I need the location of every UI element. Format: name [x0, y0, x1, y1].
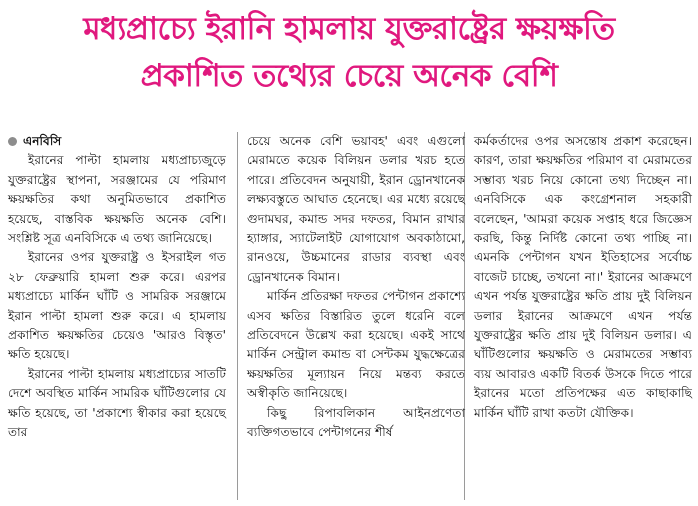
- paragraph: ইরানের পাল্টা হামলায় মধ্যপ্রাচ্যের সাতটি দেশে অবস্থিত মার্কিন সামরিক ঘাঁটিগুলোর যে ক্ষতি হয়েছে, তা 'প্রকাশ্যে স্বীকার করা হয়েছে তার: [8, 366, 226, 440]
- paragraph: কিছু রিপাবলিকান আইনপ্রণেতা ব্যক্তিগতভাবে পেন্টাগনের শীর্ষ: [247, 405, 465, 440]
- article-column-3: [474, 132, 692, 423]
- headline: [0, 6, 698, 100]
- paragraph: চেয়ে অনেক বেশি ভয়াবহ' এবং এগুলো মেরামতে কয়েক বিলিয়ন ডলার খরচ হতে পারে। প্রতিবেদন অনুযায়ী, ইরান ড্রোনখানেক লক্ষ্যবস্তুতে আঘাত হেনেছে। এর মধ্যে রয়েছে গুদামঘর, কমান্ড সদর দফতর, বিমান রাখার হ্যাঙ্গার, স্যাটেলাইট যোগাযোগ অবকাঠামো, রানওয়ে, উচ্চমানের রাডার ব্যবস্থা এবং ড্রোনখানেক বিমান।: [247, 134, 465, 284]
- paragraph: ইরানের ওপর যুক্তরাষ্ট্র ও ইসরাইল গত ২৮ ফেব্রুয়ারি হামলা শুরু করে। এরপর মধ্যপ্রাচ্যে মার্কিন ঘাঁটি ও সামরিক সরঞ্জামে ইরান পাল্টা হামলা শুরু করে। এ হামলায় প্রকাশিত ক্ষয়ক্ষতির চেয়েও 'আরও বিস্তৃত' ক্ষতি হয়েছে।: [8, 250, 226, 362]
- headline-line-2: প্রকাশিত তথ্যের চেয়ে অনেক বেশি: [140, 58, 558, 94]
- paragraph: মার্কিন প্রতিরক্ষা দফতর পেন্টাগন প্রকাশ্যে এসব ক্ষতির বিস্তারিত তুলে ধরেনি বলে প্রতিবেদনে উল্লেখ করা হয়েছে। একই সাথে মার্কিন সেন্ট্রাল কমান্ড বা সেন্টকম যুদ্ধক্ষেত্রের ক্ষয়ক্ষতির মূল্যায়ন নিয়ে মন্তব্য করতে অস্বীকৃতি জানিয়েছে।: [247, 289, 465, 401]
- bullet-icon: [8, 137, 17, 146]
- column-divider: [237, 132, 238, 500]
- paragraph: ইরানের পাল্টা হামলায় মধ্যপ্রাচ্যজুড়ে যুক্তরাষ্ট্রের স্থাপনা, সরঞ্জামের যে পরিমাণ ক্ষয়ক্ষতির কথা অনুমিতভাবে প্রকাশিত হয়েছে, বাস্তবিক ক্ষয়ক্ষতি অনেক বেশি। সংশ্লিষ্ট সূত্র এনবিসিকে এ তথ্য জানিয়েছে।: [8, 153, 226, 246]
- article-column-2: [247, 132, 465, 443]
- byline-source: এনবিসি: [23, 134, 62, 148]
- headline-line-1: মধ্যপ্রাচ্যে ইরানি হামলায় যুক্তরাষ্ট্রের ক্ষয়ক্ষতি: [83, 11, 615, 47]
- paragraph: কর্মকর্তাদের ওপর অসন্তোষ প্রকাশ করেছেন। কারণ, তারা ক্ষয়ক্ষতির পরিমাণ বা মেরামতের সম্ভাব্য খরচ নিয়ে কোনো তথ্য দিচ্ছেন না। এনবিসিকে এক কংগ্রেশনাল সহকারী বলেছেন, 'আমরা কয়েক সপ্তাহ ধরে জিজ্ঞেস করছি, কিন্তু নির্দিষ্ট কোনো তথ্য পাচ্ছি না। এমনকি পেন্টাগন যখন ইতিহাসের সর্বোচ্চ বাজেট চাচ্ছে, তখনো না।' ইরানের আক্রমণে এখন পর্যন্ত যুক্তরাষ্ট্রের ক্ষতি প্রায় দুই বিলিয়ন ডলার ইরানের আক্রমণে এখন পর্যন্ত যুক্তরাষ্ট্রের ক্ষতি প্রায় দুই বিলিয়ন ডলার। এ ঘাঁটিগুলোর ক্ষয়ক্ষতি ও মেরামতের সম্ভাব্য ব্যয় আবারও একটি বিতর্ক উসকে দিতে পারে ইরানের মতো প্রতিপক্ষের এত কাছাকাছি মার্কিন ঘাঁটি রাখা কতটা যৌক্তিক।: [474, 134, 692, 420]
- byline: [8, 132, 226, 151]
- article-column-1: [8, 132, 226, 443]
